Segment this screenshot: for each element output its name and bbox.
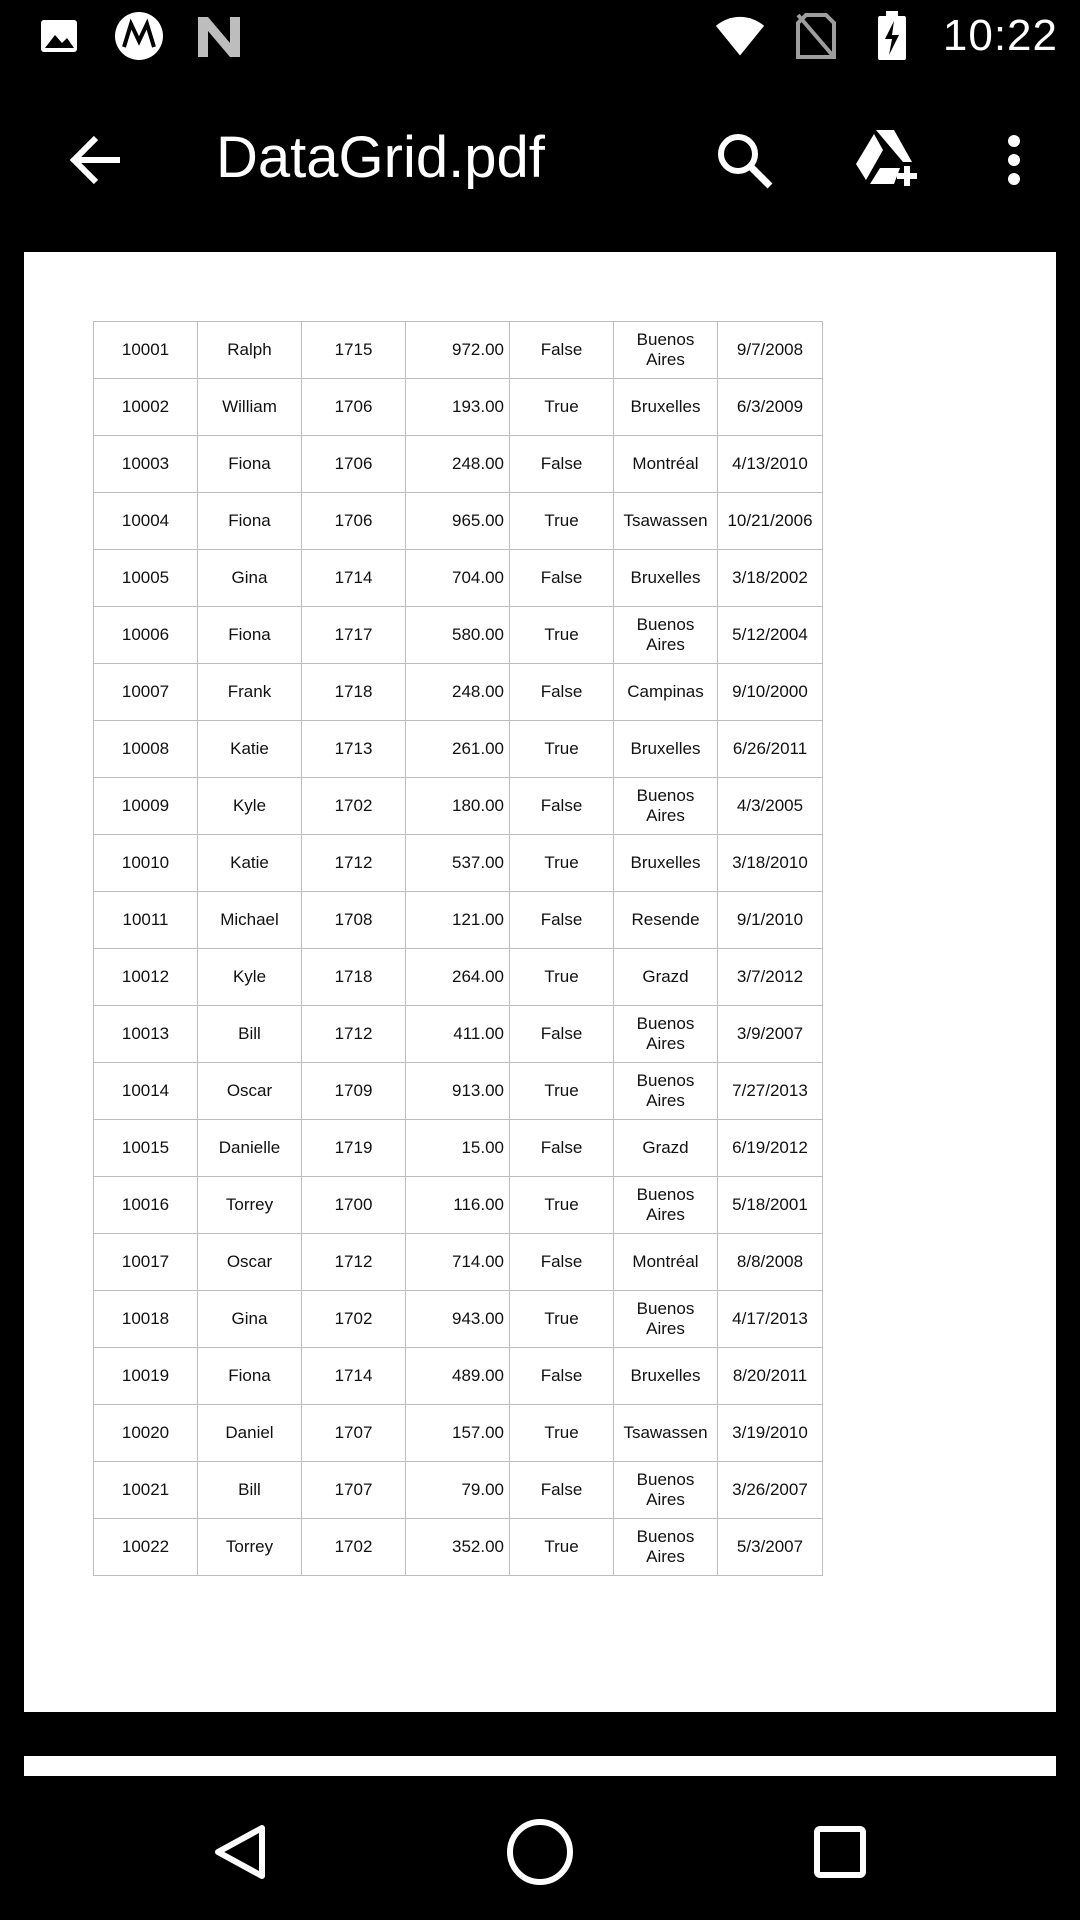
- wifi-icon: [715, 11, 765, 61]
- table-cell: 10004: [94, 493, 198, 550]
- table-row: [94, 1120, 823, 1177]
- table-cell: 6/3/2009: [718, 379, 823, 436]
- table-cell: Buenos Aires: [614, 1063, 718, 1120]
- table-cell: 3/19/2010: [718, 1405, 823, 1462]
- table-cell: False: [510, 1462, 614, 1519]
- table-cell: True: [510, 721, 614, 778]
- table-cell: 5/18/2001: [718, 1177, 823, 1234]
- table-cell: Gina: [198, 550, 302, 607]
- pdf-page-next[interactable]: [24, 1756, 1056, 1776]
- table-cell: 10018: [94, 1291, 198, 1348]
- table-row: [94, 1291, 823, 1348]
- table-cell: 10016: [94, 1177, 198, 1234]
- table-cell: 1719: [302, 1120, 406, 1177]
- table-cell: True: [510, 607, 614, 664]
- table-cell: 10/21/2006: [718, 493, 823, 550]
- table-cell: 10019: [94, 1348, 198, 1405]
- table-cell: False: [510, 778, 614, 835]
- table-cell: Buenos Aires: [614, 1462, 718, 1519]
- nav-home-button[interactable]: [500, 1812, 580, 1892]
- table-cell: 1717: [302, 607, 406, 664]
- table-cell: 972.00: [406, 322, 510, 379]
- table-cell: 6/19/2012: [718, 1120, 823, 1177]
- table-cell: True: [510, 379, 614, 436]
- table-cell: 489.00: [406, 1348, 510, 1405]
- table-cell: 10017: [94, 1234, 198, 1291]
- table-cell: 4/3/2005: [718, 778, 823, 835]
- table-cell: 10020: [94, 1405, 198, 1462]
- table-cell: Bruxelles: [614, 721, 718, 778]
- table-cell: False: [510, 1348, 614, 1405]
- table-cell: 4/17/2013: [718, 1291, 823, 1348]
- table-cell: 10014: [94, 1063, 198, 1120]
- table-cell: Grazd: [614, 949, 718, 1006]
- table-cell: 157.00: [406, 1405, 510, 1462]
- table-cell: Buenos Aires: [614, 1006, 718, 1063]
- table-cell: 1712: [302, 1234, 406, 1291]
- table-cell: Oscar: [198, 1063, 302, 1120]
- table-cell: 1712: [302, 835, 406, 892]
- table-cell: Fiona: [198, 607, 302, 664]
- more-vert-icon: [1007, 135, 1021, 185]
- table-cell: 537.00: [406, 835, 510, 892]
- table-cell: False: [510, 892, 614, 949]
- table-cell: 248.00: [406, 436, 510, 493]
- table-cell: False: [510, 1120, 614, 1177]
- table-cell: 580.00: [406, 607, 510, 664]
- table-cell: Bill: [198, 1006, 302, 1063]
- table-cell: 4/13/2010: [718, 436, 823, 493]
- table-cell: 1702: [302, 1291, 406, 1348]
- table-cell: 116.00: [406, 1177, 510, 1234]
- table-cell: 9/1/2010: [718, 892, 823, 949]
- table-cell: Buenos Aires: [614, 1177, 718, 1234]
- table-cell: Katie: [198, 835, 302, 892]
- table-cell: Fiona: [198, 493, 302, 550]
- image-icon: [34, 11, 84, 61]
- table-row: [94, 1462, 823, 1519]
- table-cell: 1712: [302, 1006, 406, 1063]
- table-row: [94, 493, 823, 550]
- table-cell: 3/26/2007: [718, 1462, 823, 1519]
- table-cell: Bill: [198, 1462, 302, 1519]
- table-cell: 3/18/2010: [718, 835, 823, 892]
- table-cell: 943.00: [406, 1291, 510, 1348]
- table-cell: 1706: [302, 379, 406, 436]
- app-bar: [0, 72, 1080, 240]
- table-cell: 10005: [94, 550, 198, 607]
- table-cell: 10015: [94, 1120, 198, 1177]
- table-cell: True: [510, 1177, 614, 1234]
- table-cell: 10006: [94, 607, 198, 664]
- table-cell: Kyle: [198, 778, 302, 835]
- table-cell: Buenos Aires: [614, 1519, 718, 1576]
- table-cell: 10001: [94, 322, 198, 379]
- table-cell: Resende: [614, 892, 718, 949]
- table-cell: 10010: [94, 835, 198, 892]
- table-cell: True: [510, 1405, 614, 1462]
- table-cell: Montréal: [614, 436, 718, 493]
- table-cell: 10003: [94, 436, 198, 493]
- table-row: [94, 436, 823, 493]
- table-cell: False: [510, 550, 614, 607]
- table-cell: 1702: [302, 1519, 406, 1576]
- table-row: [94, 550, 823, 607]
- table-cell: 10013: [94, 1006, 198, 1063]
- table-cell: 3/18/2002: [718, 550, 823, 607]
- table-cell: 913.00: [406, 1063, 510, 1120]
- table-cell: 1700: [302, 1177, 406, 1234]
- table-cell: Grazd: [614, 1120, 718, 1177]
- n-icon: [194, 11, 244, 61]
- table-cell: Buenos Aires: [614, 778, 718, 835]
- table-cell: Katie: [198, 721, 302, 778]
- table-row: [94, 1063, 823, 1120]
- table-cell: Bruxelles: [614, 550, 718, 607]
- table-cell: 10002: [94, 379, 198, 436]
- table-cell: 1713: [302, 721, 406, 778]
- table-cell: 3/7/2012: [718, 949, 823, 1006]
- table-cell: True: [510, 1063, 614, 1120]
- table-cell: Bruxelles: [614, 835, 718, 892]
- nav-home-icon: [505, 1817, 575, 1887]
- table-cell: 8/8/2008: [718, 1234, 823, 1291]
- nav-back-icon: [210, 1822, 270, 1882]
- table-row: [94, 607, 823, 664]
- search-button[interactable]: [704, 120, 784, 200]
- battery-charging-icon: [867, 11, 917, 61]
- table-row: [94, 1348, 823, 1405]
- table-row: [94, 1234, 823, 1291]
- table-cell: Gina: [198, 1291, 302, 1348]
- table-row: [94, 664, 823, 721]
- table-cell: Oscar: [198, 1234, 302, 1291]
- table-cell: Ralph: [198, 322, 302, 379]
- back-button[interactable]: [60, 124, 132, 196]
- table-cell: 15.00: [406, 1120, 510, 1177]
- table-cell: Fiona: [198, 1348, 302, 1405]
- table-cell: 180.00: [406, 778, 510, 835]
- table-cell: 10008: [94, 721, 198, 778]
- table-row: [94, 778, 823, 835]
- table-cell: 10021: [94, 1462, 198, 1519]
- table-cell: 5/12/2004: [718, 607, 823, 664]
- status-bar: [0, 0, 1080, 72]
- table-cell: 1715: [302, 322, 406, 379]
- data-table: [93, 321, 823, 1576]
- table-cell: True: [510, 1291, 614, 1348]
- table-cell: Michael: [198, 892, 302, 949]
- table-cell: 5/3/2007: [718, 1519, 823, 1576]
- table-cell: False: [510, 1234, 614, 1291]
- table-cell: False: [510, 1006, 614, 1063]
- table-cell: Montréal: [614, 1234, 718, 1291]
- page-title: DataGrid.pdf: [216, 125, 545, 190]
- table-cell: 411.00: [406, 1006, 510, 1063]
- back-arrow-icon: [70, 136, 122, 184]
- table-cell: 1714: [302, 550, 406, 607]
- search-icon: [715, 131, 773, 189]
- table-cell: 1714: [302, 1348, 406, 1405]
- table-cell: 704.00: [406, 550, 510, 607]
- table-cell: 264.00: [406, 949, 510, 1006]
- table-cell: 79.00: [406, 1462, 510, 1519]
- table-cell: 965.00: [406, 493, 510, 550]
- table-cell: True: [510, 1519, 614, 1576]
- table-cell: 121.00: [406, 892, 510, 949]
- table-row: [94, 721, 823, 778]
- table-cell: 9/7/2008: [718, 322, 823, 379]
- table-cell: 261.00: [406, 721, 510, 778]
- add-to-drive-icon: [854, 128, 922, 188]
- table-cell: True: [510, 949, 614, 1006]
- table-row: [94, 1519, 823, 1576]
- table-row: [94, 1177, 823, 1234]
- table-cell: True: [510, 835, 614, 892]
- clock: 10:22: [942, 11, 1058, 60]
- table-row: [94, 379, 823, 436]
- table-cell: William: [198, 379, 302, 436]
- table-cell: 6/26/2011: [718, 721, 823, 778]
- table-row: [94, 1006, 823, 1063]
- table-cell: Torrey: [198, 1519, 302, 1576]
- table-cell: Campinas: [614, 664, 718, 721]
- table-cell: Buenos Aires: [614, 607, 718, 664]
- table-cell: 10007: [94, 664, 198, 721]
- table-cell: Frank: [198, 664, 302, 721]
- nav-recents-icon: [813, 1825, 867, 1879]
- no-sim-icon: [791, 11, 841, 61]
- table-cell: 248.00: [406, 664, 510, 721]
- table-row: [94, 892, 823, 949]
- table-cell: 193.00: [406, 379, 510, 436]
- table-cell: Bruxelles: [614, 379, 718, 436]
- table-row: [94, 949, 823, 1006]
- table-cell: Buenos Aires: [614, 1291, 718, 1348]
- table-cell: 1707: [302, 1462, 406, 1519]
- table-cell: 10022: [94, 1519, 198, 1576]
- table-cell: Buenos Aires: [614, 322, 718, 379]
- table-cell: Kyle: [198, 949, 302, 1006]
- table-cell: 8/20/2011: [718, 1348, 823, 1405]
- table-cell: 1718: [302, 949, 406, 1006]
- table-cell: False: [510, 664, 614, 721]
- pdf-page[interactable]: [24, 252, 1056, 1712]
- table-cell: 10011: [94, 892, 198, 949]
- table-row: [94, 1405, 823, 1462]
- more-options-button[interactable]: [990, 120, 1038, 200]
- table-row: [94, 835, 823, 892]
- table-cell: 1706: [302, 436, 406, 493]
- table-cell: Torrey: [198, 1177, 302, 1234]
- table-cell: 1706: [302, 493, 406, 550]
- table-cell: 7/27/2013: [718, 1063, 823, 1120]
- add-to-drive-button[interactable]: [846, 116, 930, 200]
- table-cell: 1709: [302, 1063, 406, 1120]
- table-cell: False: [510, 436, 614, 493]
- motorola-icon: [114, 11, 164, 61]
- table-cell: 10009: [94, 778, 198, 835]
- table-row: [94, 322, 823, 379]
- table-cell: Tsawassen: [614, 493, 718, 550]
- nav-recents-button[interactable]: [800, 1812, 880, 1892]
- navigation-bar: [0, 1776, 1080, 1920]
- table-cell: Fiona: [198, 436, 302, 493]
- table-cell: 1702: [302, 778, 406, 835]
- table-cell: 10012: [94, 949, 198, 1006]
- table-cell: 1708: [302, 892, 406, 949]
- table-cell: True: [510, 493, 614, 550]
- table-cell: 3/9/2007: [718, 1006, 823, 1063]
- table-cell: Daniel: [198, 1405, 302, 1462]
- table-cell: False: [510, 322, 614, 379]
- table-cell: 9/10/2000: [718, 664, 823, 721]
- table-cell: 714.00: [406, 1234, 510, 1291]
- table-cell: Danielle: [198, 1120, 302, 1177]
- nav-back-button[interactable]: [200, 1812, 280, 1892]
- table-cell: Tsawassen: [614, 1405, 718, 1462]
- table-cell: Bruxelles: [614, 1348, 718, 1405]
- table-cell: 1707: [302, 1405, 406, 1462]
- table-cell: 1718: [302, 664, 406, 721]
- table-cell: 352.00: [406, 1519, 510, 1576]
